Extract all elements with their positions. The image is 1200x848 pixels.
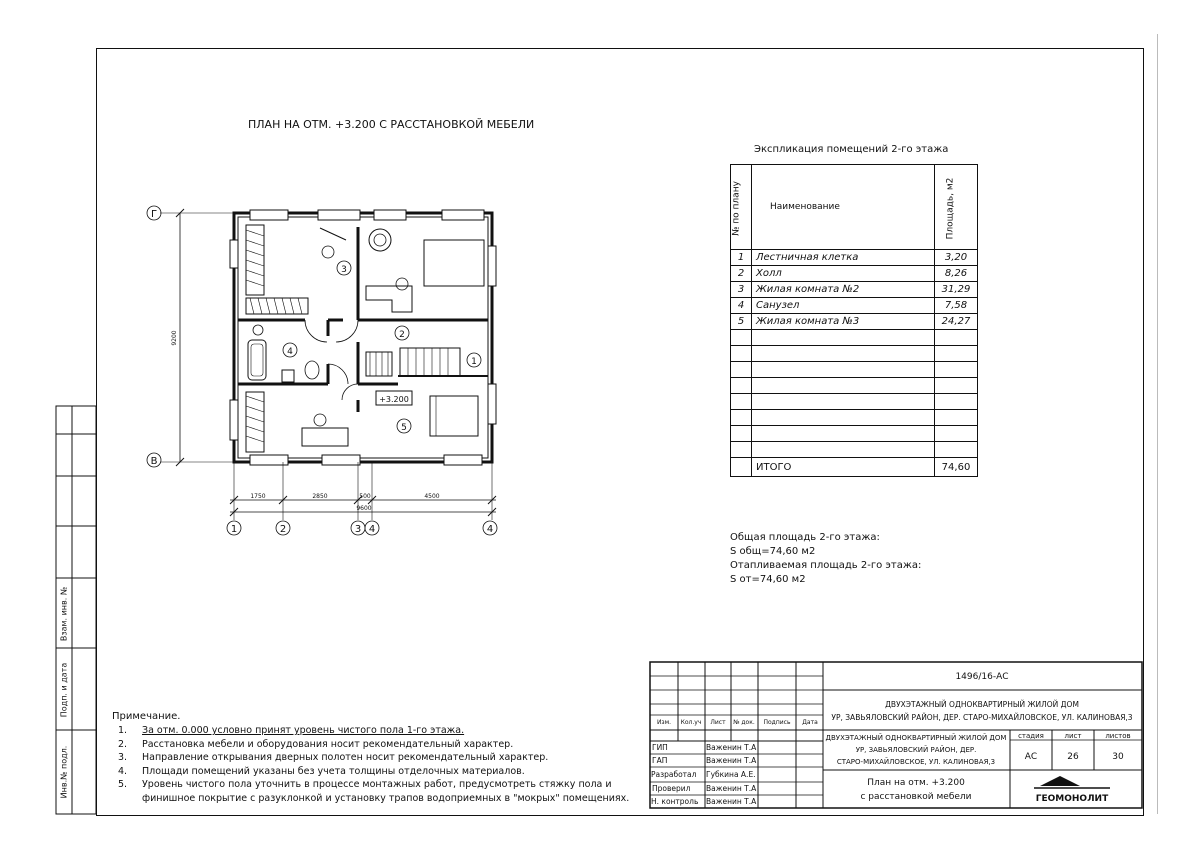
axis-row-bottom: В: [150, 456, 158, 467]
tb-name-1: Важенин Т.А: [706, 743, 757, 752]
tb-role-3: Разработал: [651, 770, 697, 779]
table-row: 2 Холл 8,26: [731, 266, 978, 282]
tb-name-3: Губкина А.Е.: [706, 770, 756, 779]
dim-seg-4: 4500: [424, 493, 440, 500]
tb-hdr-sign: Подпись: [763, 719, 791, 726]
explication-title: Экспликация помещений 2-го этажа: [754, 144, 949, 155]
tb-sheet: 26: [1067, 752, 1079, 762]
note-item: 5. Уровень чистого пола уточнить в процессе монтажных работ, предусмотреть стяжку пола и: [118, 779, 612, 790]
area-summary-line4: S от=74,60 м2: [730, 574, 806, 585]
table-row: 3 Жилая комната №2 31,29: [731, 282, 978, 298]
company-logo: [1034, 776, 1110, 804]
tb-address: УР, ЗАВЬЯЛОВСКИЙ РАЙОН, ДЕР. СТАРО-МИХАЙЛОВСКОЕ, УЛ. КАЛИНОВАЯ,3: [831, 713, 1133, 722]
tb-hdr-kol: Кол.уч: [680, 719, 702, 726]
header-area: Площадь, м2: [935, 165, 978, 250]
axis-col-4: 4: [368, 524, 376, 535]
stamp-f2: Подп. и дата: [59, 662, 69, 718]
tb-role-2: ГАП: [652, 756, 668, 765]
tb-role-1: ГИП: [652, 743, 668, 752]
tb-code: 1496/16-АС: [955, 672, 1009, 682]
total-value: 74,60: [935, 458, 978, 477]
tb-name-2: Важенин Т.А: [706, 756, 757, 765]
area-summary-line2: S общ=74,60 м2: [730, 546, 816, 557]
note-item: 2. Расстановка мебели и оборудования носит рекомендательный характер.: [118, 738, 514, 750]
room-mark-1: 1: [471, 357, 477, 367]
table-row: 5 Жилая комната №3 24,27: [731, 314, 978, 330]
tb-sheet-title-l2: с расстановкой мебели: [860, 792, 972, 802]
table-row: 4 Санузел 7,58: [731, 298, 978, 314]
tb-object-l3: СТАРО-МИХАЙЛОВСКОЕ, УЛ. КАЛИНОВАЯ,3: [836, 758, 996, 766]
room-mark-2: 2: [399, 330, 405, 340]
room-mark-5: 5: [401, 423, 407, 433]
tb-object-l1: ДВУХЭТАЖНЫЙ ОДНОКВАРТИРНЫЙ ЖИЛОЙ ДОМ: [825, 734, 1007, 742]
room-mark-4: 4: [287, 347, 293, 357]
tb-hdr-date: Дата: [802, 719, 818, 726]
note-item: 4. Площади помещений указаны без учета толщины отделочных материалов.: [118, 765, 525, 777]
tb-hdr-izm: Изм.: [656, 719, 672, 726]
table-row: 1 Лестничная клетка 3,20: [731, 250, 978, 266]
axis-row-top: Г: [150, 209, 158, 220]
dim-seg-1: 1750: [250, 493, 266, 500]
dim-seg-3: 500: [359, 493, 371, 500]
dim-seg-2: 2850: [312, 493, 328, 500]
tb-sheets: 30: [1112, 752, 1124, 762]
header-name: Наименование: [752, 165, 935, 250]
stamp-f3: Инв.№ подл.: [59, 745, 69, 799]
axis-col-1: 1: [230, 524, 238, 535]
level-mark: +3.200: [379, 395, 409, 404]
notes-title: Примечание.: [112, 711, 181, 722]
header-num: № по плану: [731, 165, 752, 250]
note-item: финишное покрытие с разуклонкой и установку трапов водоприемных в "мокрых" помещениях.: [142, 792, 630, 804]
tb-stage-header: стадия: [1018, 732, 1044, 740]
tb-sheet-header: лист: [1064, 732, 1082, 740]
axis-col-2: 2: [279, 524, 287, 535]
tb-project: ДВУХЭТАЖНЫЙ ОДНОКВАРТИРНЫЙ ЖИЛОЙ ДОМ: [885, 700, 1079, 709]
plan-title: ПЛАН НА ОТМ. +3.200 С РАССТАНОВКОЙ МЕБЕЛИ: [248, 118, 535, 131]
dim-total: 9600: [356, 505, 372, 512]
total-label: ИТОГО: [752, 458, 935, 477]
tb-name-4: Важенин Т.А: [706, 784, 757, 793]
tb-name-5: Важенин Т.А: [706, 797, 757, 806]
tb-role-4: Проверил: [652, 784, 691, 793]
area-summary-line3: Отапливаемая площадь 2-го этажа:: [730, 560, 922, 571]
area-summary-line1: Общая площадь 2-го этажа:: [730, 532, 880, 543]
logo-text: ГЕОМОНОЛИТ: [1035, 794, 1109, 804]
tb-stage: АС: [1024, 752, 1038, 762]
note-item: 1. За отм. 0.000 условно принят уровень чистого пола 1-го этажа.: [118, 725, 465, 736]
tb-sheet-title-l1: План на отм. +3.200: [867, 778, 965, 788]
tb-role-5: Н. контроль: [651, 797, 699, 806]
note-item: 3. Направление открывания дверных полотен носит рекомендательный характер.: [118, 752, 549, 763]
tb-hdr-doc: № док.: [733, 719, 755, 726]
tb-hdr-list: Лист: [710, 719, 726, 726]
tb-sheets-header: листов: [1105, 732, 1131, 740]
axis-col-3: 3: [354, 524, 362, 535]
dim-height: 9200: [171, 330, 178, 346]
axis-col-4b: 4: [486, 524, 494, 535]
tb-object-l2: УР, ЗАВЬЯЛОВСКИЙ РАЙОН, ДЕР.: [855, 746, 977, 754]
room-mark-3: 3: [341, 265, 347, 275]
stamp-f1: Взам. инв. №: [59, 586, 69, 642]
